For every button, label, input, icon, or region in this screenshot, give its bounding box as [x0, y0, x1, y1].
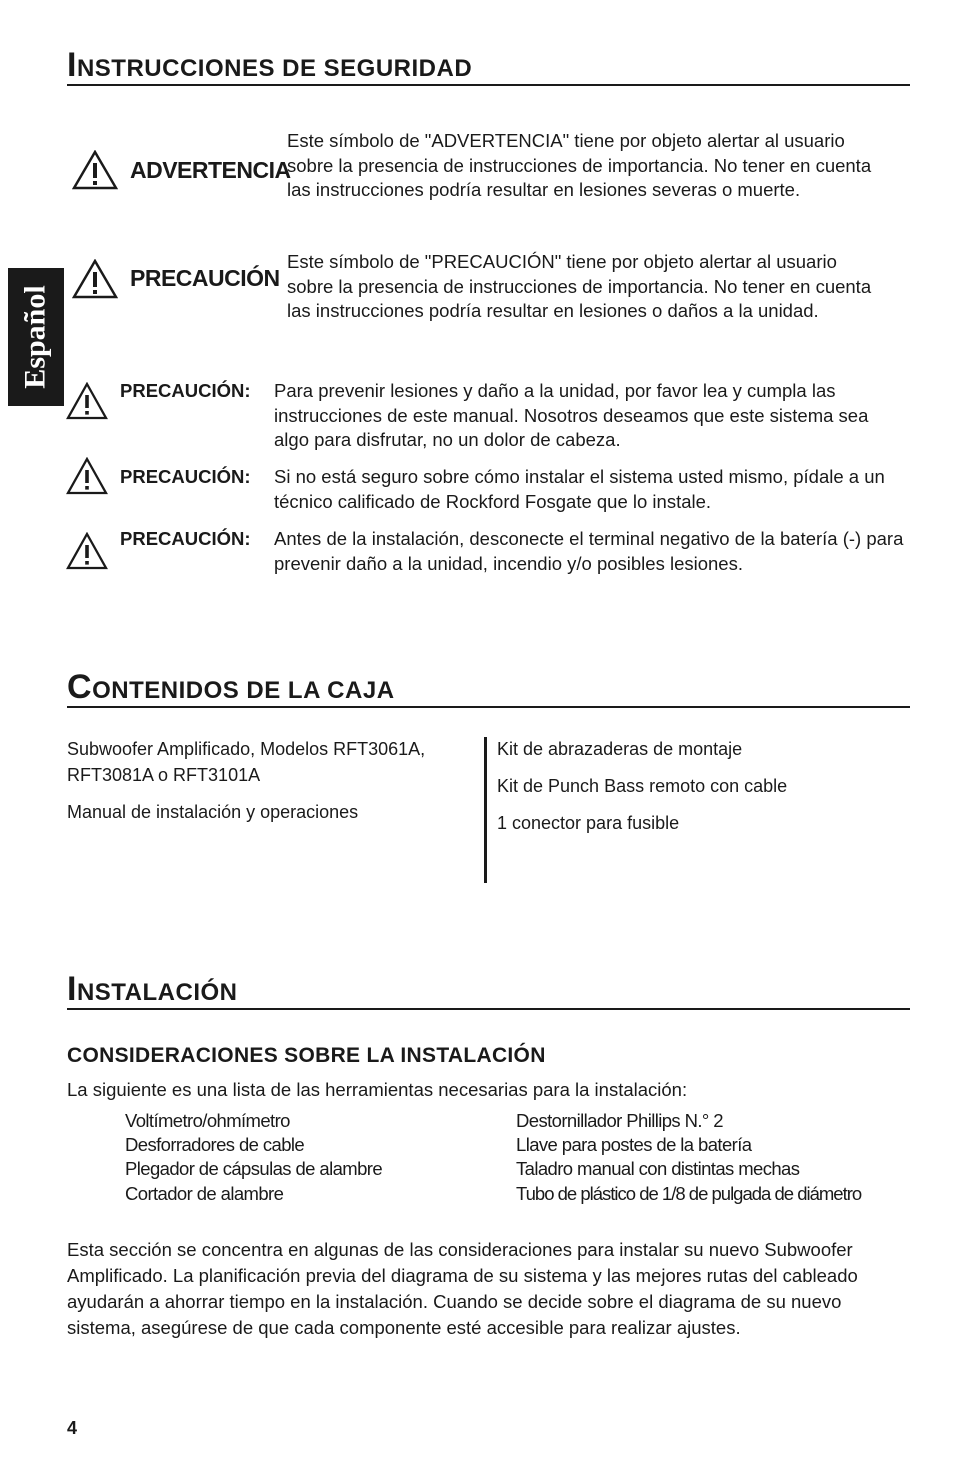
- caution-item: [66, 465, 906, 515]
- caution-item: [66, 527, 906, 577]
- tool-item: Cortador de alambre: [125, 1182, 284, 1204]
- contents-item: Kit de abrazaderas de montaje: [497, 739, 743, 759]
- language-tab-label: Español: [19, 285, 53, 389]
- tool-item: Taladro manual con distintas mechas: [516, 1158, 800, 1180]
- caution-item-text: Si no está seguro sobre cómo instalar el sistema usted mismo, pídale a un técnico calificado de Rockford Fosgate que lo instale.: [274, 466, 885, 512]
- installation-section-title: INSTALACIÓN: [67, 970, 910, 1010]
- caution-item-label: PRECAUCIÓN:: [120, 380, 251, 401]
- tools-intro: La siguiente es una lista de las herramientas necesarias para la instalación:: [67, 1079, 688, 1100]
- contents-right-column: [497, 736, 897, 847]
- caution-triangle-icon: [66, 457, 108, 495]
- tools-left-list: [125, 1109, 505, 1206]
- tool-item: Destornillador Phillips N.° 2: [516, 1110, 723, 1131]
- contents-item: Kit de Punch Bass remoto con cable: [497, 776, 788, 796]
- contents-item: 1 conector para fusible: [497, 813, 680, 833]
- contents-item: Manual de instalación y operaciones: [67, 802, 359, 822]
- tool-item: Llave para postes de la batería: [516, 1134, 752, 1156]
- installation-subheading: CONSIDERACIONES SOBRE LA INSTALACIÓN: [67, 1044, 546, 1067]
- tool-item: Voltímetro/ohmímetro: [125, 1110, 290, 1131]
- installation-paragraph: Esta sección se concentra en algunas de las consideraciones para instalar su nuevo Subwoofer Amplificado. La planificación previa del diagrama de su sistema y las mejores rutas del cableado ayudarán a ahorrar tiempo en la instalación. Cuando se decide sobre el diagrama de su nuevo sistema, asegúrese de que cada componente esté accesible para realizar ajustes.: [67, 1239, 858, 1338]
- contents-left-column: [67, 736, 477, 836]
- caution-triangle-icon: [72, 259, 118, 299]
- warning-triangle-icon: [72, 150, 118, 190]
- caution-item-text: Para prevenir lesiones y daño a la unidad, por favor lea y cumpla las instrucciones de este manual. Nosotros deseamos que este sistema sea algo para disfrutar, no un dolor de cabeza.: [274, 380, 869, 450]
- contents-item: Subwoofer Amplificado, Modelos RFT3061A, RFT3081A o RFT3101A: [67, 739, 426, 785]
- tools-right-list: [516, 1109, 916, 1206]
- tool-item: Tubo de plástico de 1/8 de pulgada de diámetro: [516, 1182, 862, 1204]
- warning-label: ADVERTENCIA: [130, 157, 291, 183]
- caution-item-label: PRECAUCIÓN:: [120, 466, 251, 487]
- language-tab: [8, 268, 64, 406]
- page-number: 4: [67, 1418, 78, 1438]
- tool-item: Plegador de cápsulas de alambre: [125, 1158, 383, 1180]
- contents-section-title: CONTENIDOS DE LA CAJA: [67, 668, 910, 708]
- tool-item: Desforradores de cable: [125, 1134, 305, 1156]
- caution-description: Este símbolo de "PRECAUCIÓN" tiene por objeto alertar al usuario sobre la presencia de instrucciones de importancia. No tener en cuenta las instrucciones podría resultar en lesiones o daños a la unidad.: [287, 251, 872, 321]
- caution-item-label: PRECAUCIÓN:: [120, 528, 251, 549]
- warning-description: Este símbolo de "ADVERTENCIA" tiene por objeto alertar al usuario sobre la presencia de instrucciones de importancia. No tener en cuenta las instrucciones podría resultar en lesiones severas o muerte.: [287, 130, 872, 200]
- caution-item: [66, 379, 906, 454]
- caution-triangle-icon: [66, 382, 108, 420]
- caution-triangle-icon: [66, 532, 108, 570]
- safety-section-title: INSTRUCCIONES DE SEGURIDAD: [67, 46, 910, 86]
- contents-divider: [484, 737, 487, 883]
- caution-label: PRECAUCIÓN: [130, 265, 280, 291]
- caution-item-text: Antes de la instalación, desconecte el terminal negativo de la batería (-) para prevenir daño a la unidad, incendio y/o posibles lesiones.: [274, 528, 904, 574]
